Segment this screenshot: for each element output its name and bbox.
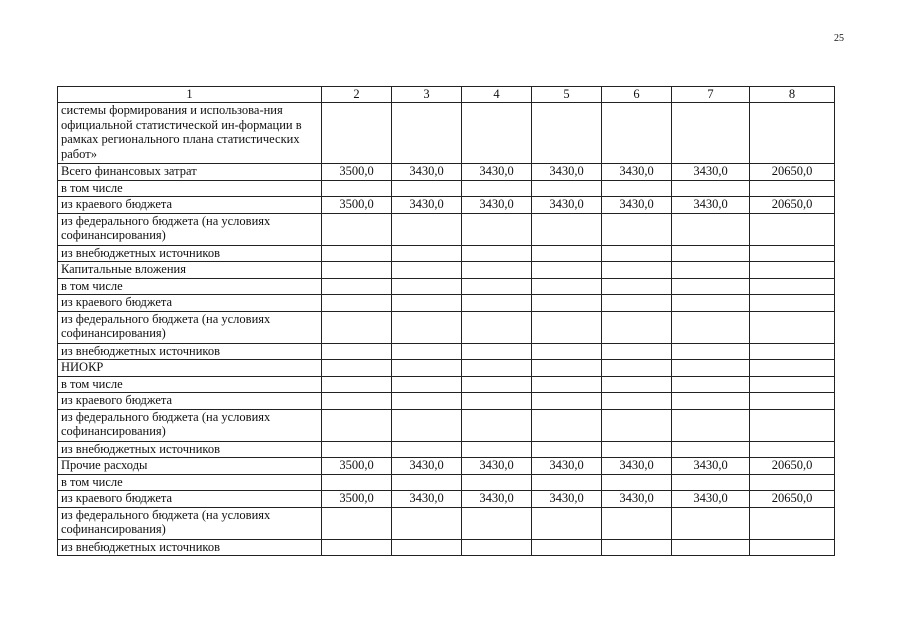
column-header: 4 (462, 87, 532, 103)
value-cell (602, 180, 672, 197)
value-cell: 3430,0 (602, 491, 672, 508)
value-cell (462, 376, 532, 393)
value-cell (462, 441, 532, 458)
table-row (58, 474, 835, 491)
value-cell (672, 245, 750, 262)
value-cell (462, 103, 532, 164)
value-cell (462, 539, 532, 556)
column-header: 6 (602, 87, 672, 103)
value-cell (672, 539, 750, 556)
table-row (58, 491, 835, 508)
value-cell: 3430,0 (462, 458, 532, 475)
row-label: в том числе (58, 474, 322, 491)
column-header: 7 (672, 87, 750, 103)
table-row (58, 197, 835, 214)
table-row (58, 278, 835, 295)
value-cell (462, 311, 532, 343)
value-cell (532, 278, 602, 295)
value-cell: 20650,0 (750, 197, 835, 214)
page-number: 25 (834, 33, 844, 44)
value-cell (750, 409, 835, 441)
table-row (58, 213, 835, 245)
value-cell: 3430,0 (602, 164, 672, 181)
value-cell (392, 474, 462, 491)
value-cell (462, 393, 532, 410)
value-cell (672, 180, 750, 197)
table-row (58, 262, 835, 279)
value-cell (392, 311, 462, 343)
value-cell (750, 103, 835, 164)
value-cell (462, 507, 532, 539)
value-cell (462, 343, 532, 360)
table-row (58, 539, 835, 556)
column-header: 2 (322, 87, 392, 103)
value-cell (462, 295, 532, 312)
value-cell: 20650,0 (750, 491, 835, 508)
value-cell: 3430,0 (672, 197, 750, 214)
value-cell: 3430,0 (462, 197, 532, 214)
value-cell (602, 278, 672, 295)
row-label: из внебюджетных источников (58, 441, 322, 458)
table-row (58, 360, 835, 377)
value-cell (602, 360, 672, 377)
value-cell (532, 393, 602, 410)
table-row (58, 376, 835, 393)
column-header: 1 (58, 87, 322, 103)
value-cell: 3430,0 (532, 164, 602, 181)
value-cell: 3500,0 (322, 197, 392, 214)
value-cell (750, 507, 835, 539)
value-cell (462, 245, 532, 262)
value-cell: 3430,0 (462, 164, 532, 181)
value-cell (322, 507, 392, 539)
row-label: НИОКР (58, 360, 322, 377)
value-cell (532, 103, 602, 164)
row-label: Прочие расходы (58, 458, 322, 475)
table-row (58, 295, 835, 312)
financing-table (57, 86, 835, 556)
value-cell (322, 295, 392, 312)
value-cell (392, 376, 462, 393)
row-label: в том числе (58, 180, 322, 197)
value-cell (602, 343, 672, 360)
value-cell (750, 474, 835, 491)
value-cell (672, 103, 750, 164)
row-label: из краевого бюджета (58, 197, 322, 214)
value-cell (322, 360, 392, 377)
value-cell (392, 343, 462, 360)
value-cell: 3430,0 (672, 458, 750, 475)
value-cell (532, 360, 602, 377)
value-cell (322, 213, 392, 245)
value-cell (602, 441, 672, 458)
value-cell (322, 474, 392, 491)
value-cell (392, 409, 462, 441)
value-cell: 3430,0 (672, 164, 750, 181)
value-cell (392, 360, 462, 377)
value-cell (322, 103, 392, 164)
table-row (58, 441, 835, 458)
value-cell (602, 295, 672, 312)
value-cell (602, 474, 672, 491)
value-cell (672, 213, 750, 245)
value-cell (602, 213, 672, 245)
table-header-row (58, 87, 835, 103)
value-cell (462, 180, 532, 197)
value-cell (532, 409, 602, 441)
value-cell (750, 360, 835, 377)
row-label: в том числе (58, 278, 322, 295)
value-cell: 20650,0 (750, 164, 835, 181)
value-cell (462, 278, 532, 295)
row-label: из федерального бюджета (на условиях софинансирования) (58, 409, 322, 441)
value-cell (672, 507, 750, 539)
value-cell (750, 262, 835, 279)
value-cell: 3430,0 (602, 458, 672, 475)
row-label: из краевого бюджета (58, 295, 322, 312)
value-cell: 3430,0 (392, 197, 462, 214)
value-cell (672, 278, 750, 295)
value-cell (532, 295, 602, 312)
value-cell (322, 278, 392, 295)
row-label: из краевого бюджета (58, 491, 322, 508)
value-cell (532, 343, 602, 360)
value-cell (750, 343, 835, 360)
value-cell (750, 180, 835, 197)
value-cell (672, 409, 750, 441)
value-cell (322, 409, 392, 441)
value-cell (532, 245, 602, 262)
value-cell (750, 376, 835, 393)
value-cell (462, 360, 532, 377)
table-row (58, 164, 835, 181)
table-row (58, 507, 835, 539)
value-cell (672, 393, 750, 410)
value-cell (672, 295, 750, 312)
value-cell (392, 278, 462, 295)
value-cell (602, 262, 672, 279)
value-cell (602, 245, 672, 262)
value-cell: 3430,0 (532, 197, 602, 214)
value-cell (532, 262, 602, 279)
value-cell (750, 393, 835, 410)
value-cell: 3500,0 (322, 458, 392, 475)
row-label: системы формирования и использова-ния официальной статистической ин-формации в рамках регионального плана статистических работ» (58, 103, 322, 164)
value-cell (322, 262, 392, 279)
value-cell: 20650,0 (750, 458, 835, 475)
value-cell (532, 311, 602, 343)
value-cell (672, 441, 750, 458)
row-label: из внебюджетных источников (58, 539, 322, 556)
row-label: в том числе (58, 376, 322, 393)
value-cell (750, 539, 835, 556)
value-cell (392, 180, 462, 197)
value-cell (392, 441, 462, 458)
table-row (58, 245, 835, 262)
value-cell (322, 180, 392, 197)
value-cell (602, 409, 672, 441)
value-cell: 3430,0 (392, 164, 462, 181)
value-cell: 3430,0 (532, 458, 602, 475)
value-cell (672, 474, 750, 491)
value-cell: 3500,0 (322, 491, 392, 508)
value-cell: 3430,0 (672, 491, 750, 508)
value-cell (672, 262, 750, 279)
row-label: из федерального бюджета (на условиях софинансирования) (58, 507, 322, 539)
value-cell (602, 539, 672, 556)
value-cell (750, 441, 835, 458)
table-row (58, 343, 835, 360)
value-cell (392, 295, 462, 312)
value-cell (532, 213, 602, 245)
value-cell (392, 213, 462, 245)
value-cell (750, 311, 835, 343)
table-row (58, 180, 835, 197)
value-cell (392, 393, 462, 410)
value-cell (672, 311, 750, 343)
value-cell (322, 441, 392, 458)
value-cell (322, 311, 392, 343)
value-cell: 3430,0 (462, 491, 532, 508)
value-cell (322, 376, 392, 393)
value-cell (602, 376, 672, 393)
value-cell (750, 213, 835, 245)
table-body (58, 103, 835, 556)
value-cell: 3500,0 (322, 164, 392, 181)
value-cell (392, 539, 462, 556)
row-label: из внебюджетных источников (58, 343, 322, 360)
value-cell (532, 441, 602, 458)
value-cell (672, 343, 750, 360)
value-cell (750, 245, 835, 262)
value-cell (392, 262, 462, 279)
column-header: 3 (392, 87, 462, 103)
row-label: из внебюджетных источников (58, 245, 322, 262)
value-cell (392, 507, 462, 539)
value-cell (462, 262, 532, 279)
value-cell (392, 103, 462, 164)
column-header: 5 (532, 87, 602, 103)
value-cell (532, 539, 602, 556)
value-cell (322, 393, 392, 410)
value-cell (532, 376, 602, 393)
value-cell (532, 180, 602, 197)
value-cell (532, 474, 602, 491)
value-cell (322, 245, 392, 262)
value-cell: 3430,0 (392, 491, 462, 508)
value-cell (602, 311, 672, 343)
value-cell (462, 474, 532, 491)
row-label: из федерального бюджета (на условиях софинансирования) (58, 311, 322, 343)
row-label: Капитальные вложения (58, 262, 322, 279)
value-cell: 3430,0 (602, 197, 672, 214)
table-row (58, 458, 835, 475)
table-row (58, 103, 835, 164)
value-cell (602, 103, 672, 164)
row-label: Всего финансовых затрат (58, 164, 322, 181)
value-cell (750, 278, 835, 295)
value-cell (322, 539, 392, 556)
value-cell (462, 213, 532, 245)
value-cell (750, 295, 835, 312)
table-row (58, 393, 835, 410)
column-header: 8 (750, 87, 835, 103)
table-row (58, 409, 835, 441)
value-cell (532, 507, 602, 539)
table-row (58, 311, 835, 343)
row-label: из краевого бюджета (58, 393, 322, 410)
value-cell: 3430,0 (392, 458, 462, 475)
value-cell (322, 343, 392, 360)
value-cell (602, 393, 672, 410)
value-cell (672, 360, 750, 377)
value-cell (392, 245, 462, 262)
value-cell (602, 507, 672, 539)
value-cell (462, 409, 532, 441)
value-cell (672, 376, 750, 393)
row-label: из федерального бюджета (на условиях софинансирования) (58, 213, 322, 245)
value-cell: 3430,0 (532, 491, 602, 508)
